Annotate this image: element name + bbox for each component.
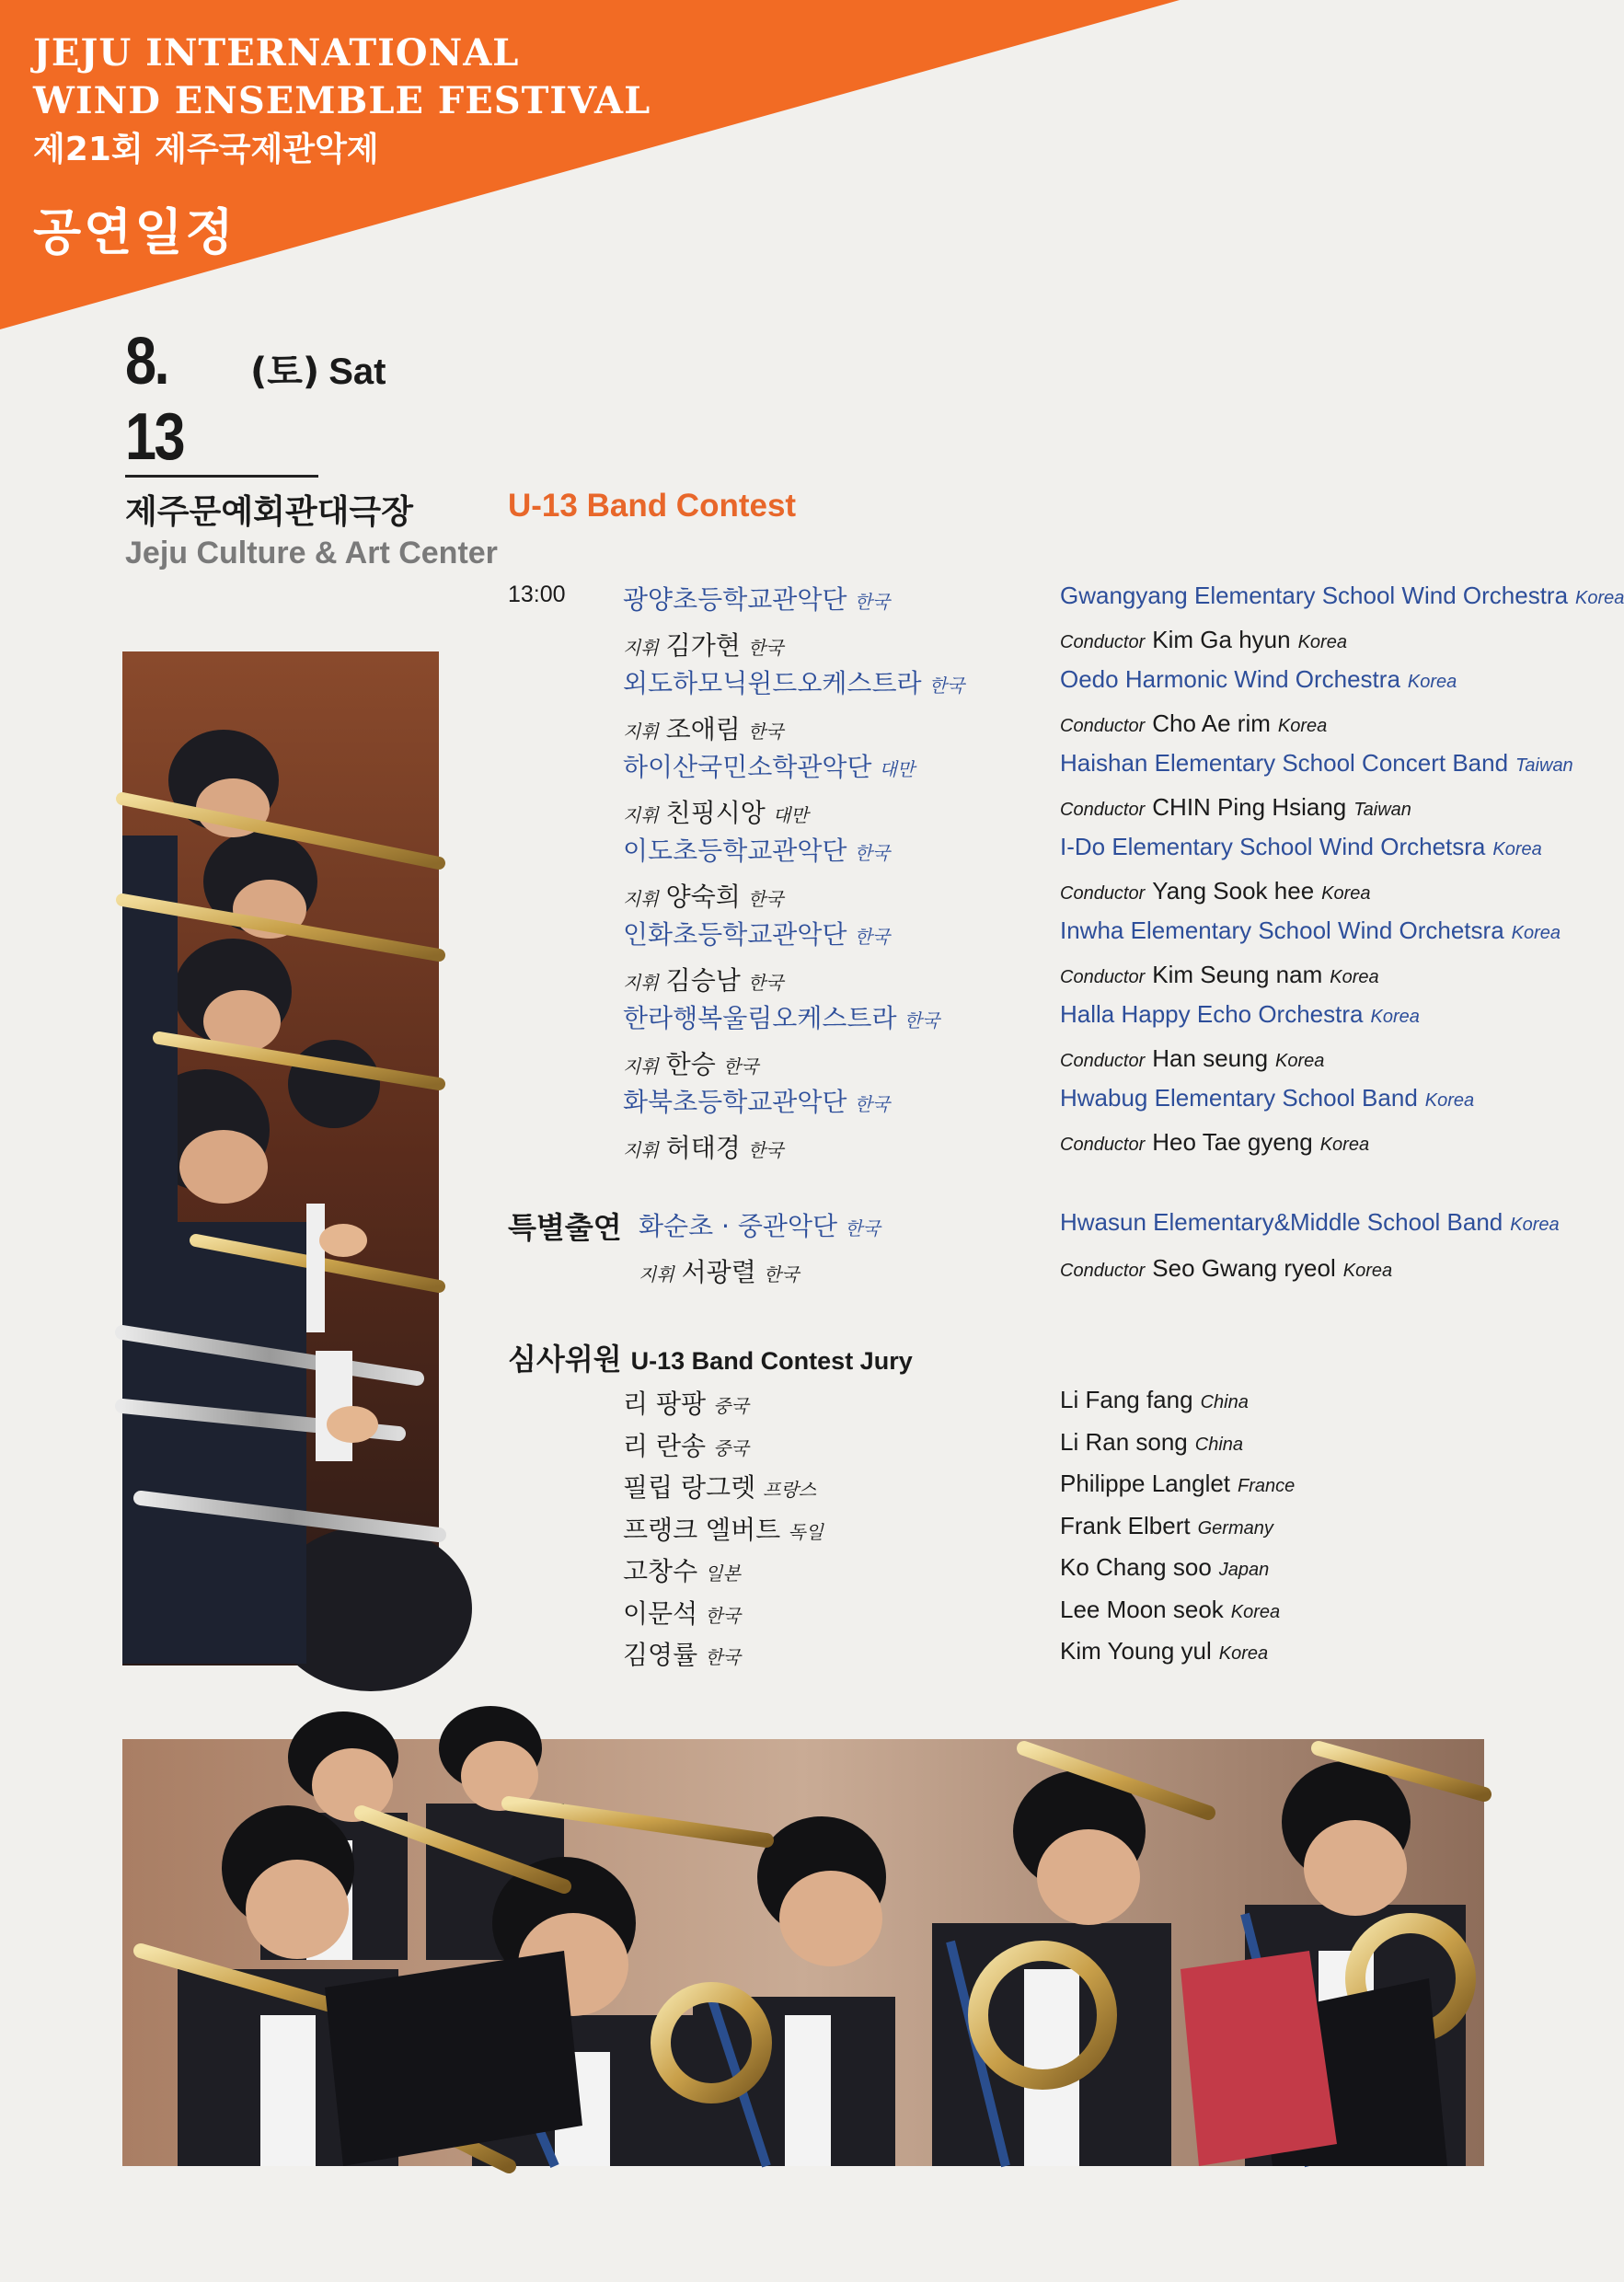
special-conductor-ko bbox=[639, 1252, 799, 1289]
contest-title: U-13 Band Contest bbox=[508, 488, 797, 524]
conductor-country-en: Korea bbox=[1297, 631, 1347, 652]
conductor-label-ko: 지휘 bbox=[623, 971, 659, 994]
conductor-ko bbox=[623, 961, 783, 997]
conductor-country-en: Korea bbox=[1275, 1050, 1325, 1071]
conductor-ko bbox=[623, 709, 783, 746]
jury-member-row bbox=[508, 1462, 1603, 1504]
band-name-ko-text: 한라행복울림오케스트라 bbox=[623, 1003, 897, 1033]
band-name-ko-text: 인화초등학교관악단 bbox=[623, 919, 847, 950]
conductor-country-ko: 한국 bbox=[747, 636, 784, 659]
special-conductor-en bbox=[1060, 1254, 1392, 1283]
band-name-ko bbox=[623, 998, 939, 1035]
date-weekday-en: Sat bbox=[328, 352, 386, 392]
jury-member-row bbox=[508, 1504, 1603, 1547]
special-guest-label: 특별출연 bbox=[508, 1210, 622, 1245]
band-name-ko-text: 화북초등학교관악단 bbox=[623, 1087, 847, 1117]
band-row bbox=[508, 909, 1603, 951]
band-name-en bbox=[1060, 916, 1561, 945]
special-conductor-country-ko: 한국 bbox=[763, 1263, 800, 1285]
special-guest-name-en bbox=[1060, 1208, 1560, 1237]
performance-schedule bbox=[508, 574, 1624, 1163]
conductor-name-en: CHIN Ping Hsiang bbox=[1152, 792, 1347, 821]
jury-name-en: Li Fang fang bbox=[1060, 1386, 1193, 1413]
conductor-country-ko: 한국 bbox=[747, 1138, 784, 1161]
band-name-en bbox=[1060, 582, 1624, 610]
jury-name-ko: 리 팡팡 bbox=[623, 1389, 707, 1419]
jury-country-en: Korea bbox=[1218, 1643, 1269, 1664]
jury-list bbox=[508, 1378, 1603, 1672]
special-country-ko: 한국 bbox=[845, 1217, 881, 1239]
jury-name-en: Frank Elbert bbox=[1060, 1511, 1191, 1539]
conductor-name-ko: 한승 bbox=[665, 1048, 716, 1079]
band-country-ko: 한국 bbox=[854, 842, 891, 864]
jury-country-ko: 한국 bbox=[705, 1646, 741, 1668]
conductor-name-en: Heo Tae gyeng bbox=[1152, 1127, 1313, 1156]
band-photo-wide bbox=[122, 1739, 1484, 2166]
jury-country-ko: 중국 bbox=[713, 1436, 749, 1459]
conductor-name-ko: 김가현 bbox=[665, 629, 741, 661]
conductor-label-ko: 지휘 bbox=[623, 803, 659, 826]
jury-country-en: France bbox=[1238, 1476, 1296, 1496]
jury-member-row bbox=[508, 1588, 1603, 1631]
conductor-en bbox=[1060, 793, 1411, 822]
band-country-ko: 한국 bbox=[904, 1009, 940, 1032]
band-name-en-text: Oedo Harmonic Wind Orchestra bbox=[1060, 665, 1400, 693]
jury-name-ko: 프랭크 엘버트 bbox=[623, 1514, 781, 1545]
conductor-label-ko: 지휘 bbox=[623, 1055, 659, 1078]
jury-country-en: China bbox=[1200, 1392, 1249, 1412]
band-country-ko: 한국 bbox=[854, 1093, 891, 1115]
jury-country-ko: 일본 bbox=[705, 1562, 741, 1585]
jury-member-en bbox=[1060, 1512, 1273, 1540]
start-time: 13:00 bbox=[508, 582, 566, 607]
jury-country-en: Germany bbox=[1197, 1517, 1273, 1539]
special-conductor-name-ko: 서광렬 bbox=[681, 1257, 756, 1287]
band-name-en-text: Halla Happy Echo Orchestra bbox=[1060, 1000, 1364, 1028]
conductor-name-ko: 허태경 bbox=[665, 1132, 741, 1163]
conductor-label-ko: 지휘 bbox=[623, 887, 659, 910]
band-country-ko: 한국 bbox=[854, 591, 891, 613]
conductor-label-en: Conductor bbox=[1060, 1134, 1146, 1155]
band-photo-vertical bbox=[122, 651, 439, 1665]
band-country-ko: 대만 bbox=[879, 758, 916, 780]
conductor-ko bbox=[623, 793, 808, 830]
conductor-name-en: Cho Ae rim bbox=[1152, 709, 1271, 737]
conductor-name-en: Han seung bbox=[1152, 1043, 1269, 1072]
band-name-ko bbox=[623, 747, 915, 784]
band-country-en: Korea bbox=[1424, 1090, 1475, 1111]
conductor-name-en: Kim Seung nam bbox=[1152, 960, 1323, 988]
jury-country-en: Japan bbox=[1218, 1560, 1270, 1580]
jury-name-en: Li Ran song bbox=[1060, 1427, 1188, 1456]
schedule-title: 공연일정 bbox=[33, 203, 236, 261]
band-name-ko bbox=[623, 1082, 890, 1119]
band-name-en-text: I-Do Elementary School Wind Orchetsra bbox=[1060, 833, 1486, 860]
band-name-en bbox=[1060, 833, 1542, 861]
jury-member-row bbox=[508, 1630, 1603, 1672]
band-country-en: Korea bbox=[1511, 923, 1561, 943]
conductor-en bbox=[1060, 709, 1327, 738]
band-name-en-text: Inwha Elementary School Wind Orchetsra bbox=[1060, 916, 1504, 944]
conductor-country-ko: 한국 bbox=[747, 887, 784, 910]
conductor-label-ko: 지휘 bbox=[623, 1138, 659, 1161]
festival-title-ko: 제21회 제주국제관악제 bbox=[33, 131, 379, 168]
conductor-country-en: Korea bbox=[1319, 1134, 1370, 1155]
conductor-label-en: Conductor bbox=[1060, 966, 1146, 987]
festival-title-en bbox=[33, 29, 651, 125]
jury-member-en bbox=[1060, 1386, 1249, 1414]
band-name-en bbox=[1060, 1084, 1474, 1112]
conductor-country-ko: 한국 bbox=[747, 720, 784, 743]
jury-name-en: Lee Moon seok bbox=[1060, 1595, 1224, 1623]
jury-member-en bbox=[1060, 1637, 1268, 1665]
conductor-country-ko: 한국 bbox=[722, 1055, 759, 1078]
special-conductor-country-en: Korea bbox=[1342, 1261, 1393, 1281]
band-country-en: Korea bbox=[1370, 1007, 1420, 1027]
jury-member-en bbox=[1060, 1596, 1280, 1624]
band-name-ko-text: 광양초등학교관악단 bbox=[623, 584, 847, 615]
venue-divider bbox=[125, 475, 318, 478]
jury-country-ko: 프랑스 bbox=[763, 1479, 817, 1501]
band-name-en bbox=[1060, 749, 1573, 778]
special-band-ko: 화순초 · 중관악단 bbox=[639, 1211, 838, 1241]
jury-label-ko: 심사위원 bbox=[508, 1342, 622, 1377]
special-country-en: Korea bbox=[1510, 1215, 1560, 1235]
jury-country-ko: 중국 bbox=[713, 1395, 749, 1417]
band-name-en bbox=[1060, 1000, 1420, 1029]
band-row bbox=[508, 574, 1624, 617]
date-weekday-ko: (토) bbox=[250, 351, 320, 393]
jury-name-ko: 이문석 bbox=[623, 1597, 698, 1629]
venue-name-ko: 제주문예회관대극장 bbox=[125, 493, 413, 531]
jury-member-row bbox=[508, 1378, 1603, 1421]
band-name-ko-text: 이도초등학교관악단 bbox=[623, 836, 847, 866]
special-band-en: Hwasun Elementary&Middle School Band bbox=[1060, 1208, 1503, 1236]
band-name-ko bbox=[623, 915, 890, 951]
band-country-en: Korea bbox=[1575, 588, 1624, 608]
jury-member-ko bbox=[623, 1594, 741, 1631]
conductor-label-en: Conductor bbox=[1060, 799, 1146, 820]
conductor-ko bbox=[623, 1128, 783, 1165]
band-name-en bbox=[1060, 665, 1457, 694]
conductor-ko bbox=[623, 1044, 758, 1081]
band-name-ko bbox=[623, 580, 890, 617]
conductor-row bbox=[508, 617, 1603, 659]
conductor-ko bbox=[623, 626, 783, 663]
band-name-ko bbox=[623, 663, 964, 700]
band-country-ko: 한국 bbox=[854, 926, 891, 948]
jury-country-en: China bbox=[1194, 1434, 1244, 1455]
jury-member-ko bbox=[623, 1468, 816, 1504]
band-country-en: Korea bbox=[1407, 672, 1457, 692]
band-country-en: Taiwan bbox=[1515, 755, 1573, 776]
conductor-country-en: Korea bbox=[1277, 715, 1328, 736]
conductor-label-en: Conductor bbox=[1060, 631, 1146, 652]
festival-title-line1: JEJU INTERNATIONAL bbox=[33, 31, 520, 75]
jury-heading bbox=[508, 1336, 913, 1378]
venue-name-en: Jeju Culture & Art Center bbox=[125, 536, 498, 570]
conductor-row bbox=[508, 868, 1603, 910]
conductor-country-en: Korea bbox=[1330, 966, 1379, 987]
jury-member-ko bbox=[623, 1551, 741, 1588]
jury-label-en: U-13 Band Contest Jury bbox=[630, 1347, 913, 1375]
conductor-en bbox=[1060, 1044, 1324, 1073]
jury-name-ko: 필립 랑그렛 bbox=[623, 1472, 756, 1503]
jury-country-ko: 한국 bbox=[705, 1604, 741, 1627]
jury-member-row bbox=[508, 1421, 1603, 1463]
conductor-row bbox=[508, 1035, 1603, 1078]
conductor-name-ko: 조애림 bbox=[665, 713, 741, 744]
band-row bbox=[508, 658, 1603, 700]
jury-name-en: Philippe Langlet bbox=[1060, 1469, 1231, 1497]
special-guest-name-ko bbox=[639, 1206, 881, 1243]
conductor-row bbox=[508, 951, 1603, 994]
jury-member-ko bbox=[623, 1426, 749, 1463]
jury-member-en bbox=[1060, 1553, 1269, 1582]
conductor-country-ko: 한국 bbox=[747, 971, 784, 994]
band-country-ko: 한국 bbox=[928, 674, 965, 697]
jury-name-en: Kim Young yul bbox=[1060, 1637, 1212, 1665]
conductor-en bbox=[1060, 877, 1371, 905]
band-row bbox=[508, 825, 1603, 868]
jury-country-en: Korea bbox=[1230, 1601, 1281, 1622]
jury-name-ko: 리 란송 bbox=[623, 1430, 707, 1461]
jury-name-en: Ko Chang soo bbox=[1060, 1553, 1212, 1581]
conductor-country-en: Korea bbox=[1321, 882, 1371, 904]
event-date bbox=[125, 324, 386, 475]
conductor-label-en: Conductor bbox=[1060, 1261, 1146, 1281]
special-conductor-name-en: Seo Gwang ryeol bbox=[1152, 1254, 1336, 1282]
conductor-label-ko: 지휘 bbox=[623, 720, 659, 743]
band-name-ko-text: 외도하모닉윈드오케스트라 bbox=[623, 668, 922, 698]
conductor-label-en: Conductor bbox=[1060, 715, 1146, 736]
conductor-label-en: Conductor bbox=[1060, 882, 1146, 904]
jury-member-row bbox=[508, 1546, 1603, 1588]
jury-country-ko: 독일 bbox=[788, 1520, 824, 1543]
jury-member-en bbox=[1060, 1428, 1243, 1457]
jury-member-ko bbox=[623, 1635, 741, 1672]
conductor-label-ko: 지휘 bbox=[623, 636, 659, 659]
conductor-row bbox=[508, 784, 1603, 826]
band-row bbox=[508, 742, 1603, 784]
band-name-ko-text: 하이산국민소학관악단 bbox=[623, 752, 872, 782]
band-name-en-text: Haishan Elementary School Concert Band bbox=[1060, 749, 1509, 777]
festival-title-line2: WIND ENSEMBLE FESTIVAL bbox=[33, 79, 651, 122]
conductor-name-en: Kim Ga hyun bbox=[1152, 625, 1291, 653]
conductor-en bbox=[1060, 1128, 1369, 1157]
conductor-name-ko: 양숙희 bbox=[665, 881, 741, 912]
band-row bbox=[508, 993, 1603, 1035]
conductor-country-ko: 대만 bbox=[772, 803, 809, 826]
conductor-ko bbox=[623, 877, 783, 914]
conductor-name-ko: 친핑시앙 bbox=[665, 797, 766, 828]
jury-member-ko bbox=[623, 1510, 824, 1547]
band-country-en: Korea bbox=[1492, 839, 1542, 859]
conductor-name-en: Yang Sook hee bbox=[1152, 876, 1315, 905]
jury-member-ko bbox=[623, 1384, 749, 1421]
date-day: 8. 13 bbox=[125, 325, 183, 474]
band-row bbox=[508, 1077, 1603, 1119]
conductor-country-en: Taiwan bbox=[1353, 799, 1411, 820]
jury-name-ko: 김영률 bbox=[623, 1640, 698, 1670]
conductor-row bbox=[508, 1119, 1603, 1161]
jury-name-ko: 고창수 bbox=[623, 1556, 698, 1586]
conductor-row bbox=[508, 700, 1603, 743]
conductor-en bbox=[1060, 961, 1379, 989]
conductor-label-en: Conductor bbox=[1060, 1050, 1146, 1071]
band-name-en-text: Hwabug Elementary School Band bbox=[1060, 1084, 1418, 1112]
band-name-ko bbox=[623, 831, 890, 868]
conductor-label-ko: 지휘 bbox=[639, 1263, 674, 1285]
conductor-name-ko: 김승남 bbox=[665, 964, 741, 996]
band-name-en-text: Gwangyang Elementary School Wind Orchestra bbox=[1060, 582, 1569, 609]
conductor-en bbox=[1060, 626, 1347, 654]
jury-member-en bbox=[1060, 1469, 1295, 1498]
